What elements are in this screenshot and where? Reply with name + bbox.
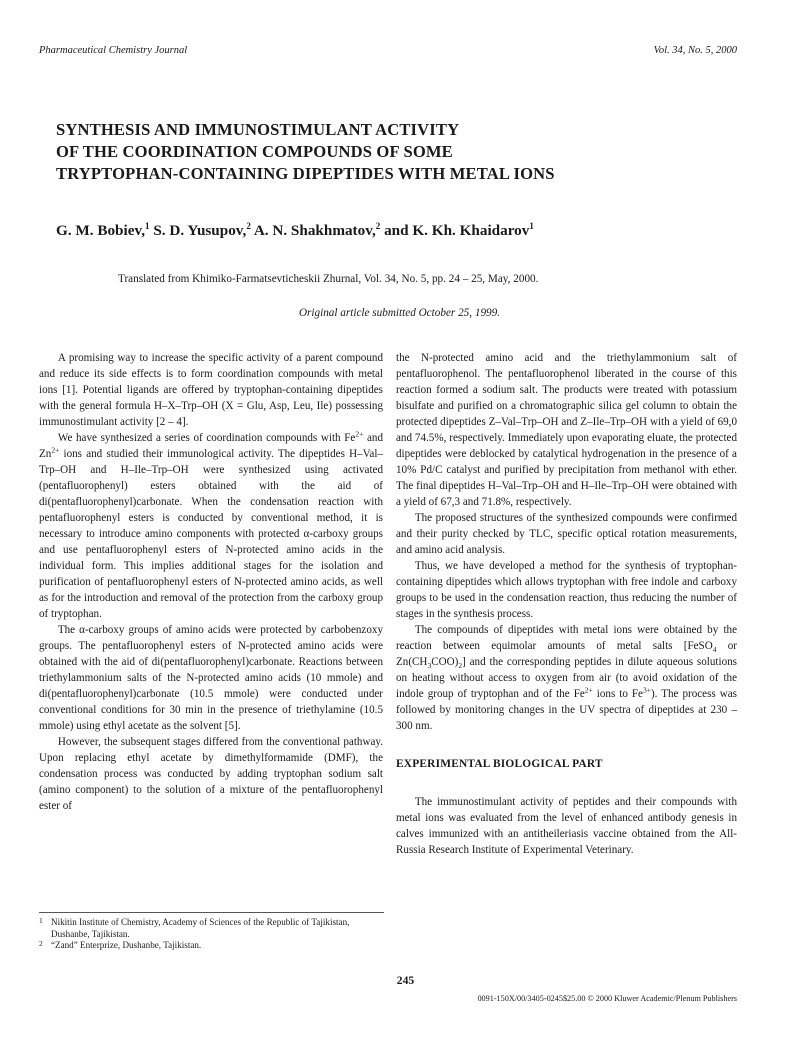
superscript: 2+: [584, 684, 593, 694]
body-paragraph: [396, 623, 737, 735]
subscript: 3: [427, 660, 432, 670]
text-run: or Zn(CH: [396, 639, 737, 668]
author-name: and K. Kh. Khaidarov: [384, 222, 530, 240]
page-number-value: 245: [396, 974, 415, 987]
footnote-divider: [39, 912, 384, 913]
text-run: COO): [431, 655, 459, 668]
footnote: [39, 917, 384, 940]
body-paragraph: A promising way to increase the specific activity of a parent compound and reduce its side effects is to form coordination compounds with metal ions [1]. Potential ligands are offered by tryptophan-containing dipeptides with the general formula H–X–Trp–OH (X = Glu, Asp, Leu, Ile) possessing immunostimulant activity [2 – 4].: [39, 352, 383, 428]
text-run: ). The process was followed by monitoring changes in the UV spectra of dipeptides at 230 – 300 nm.: [396, 687, 737, 732]
superscript: 2+: [355, 429, 364, 439]
copyright-line: 0091-150X/00/3405-0245$25.00 © 2000 Kluwer Academic/Plenum Publishers: [477, 994, 737, 1003]
body-paragraph: the N-protected amino acid and the triethylammonium salt of pentafluorophenol. The pentafluorophenol liberated in the course of this reaction formed a sodium salt. The products were treated with potassium bisulfate and purified on a chromatographic silica gel column to obtain the protected dipeptides Z–Val–Trp–OH and Z–Ile–Trp–OH with a yield of 69,0 and 74.5%, respectively. Immediately upon evaporating eluate, the protected dipeptides were deblocked by catalytical hydrogenation in the presence of a 10% Pd/C catalyst and purified by precipitation from methanol with ether. The final dipeptides H–Val–Trp–OH and H–Ile–Trp–OH were obtained with a yield of 67,3 and 71.8%, respectively.: [396, 352, 737, 508]
text-run: ions to Fe: [592, 687, 643, 700]
footnote: [39, 940, 384, 952]
author-affiliation-mark: 2: [246, 221, 251, 231]
body-paragraph: The α-carboxy groups of amino acids were protected by carbobenzoxy groups. The pentafluorophenyl esters of N-protected amino acids were obtained with the aid of di(pentafluorophenyl)carbonate. Reactions between triethylammonium salts of the N-protected amino acids (10 mmole) and di(pentafluorophenyl)carbonate (10.5 mmole) were conducted under conventional conditions for 30 min in the presence of triethylamine (10.5 mmole) using ethyl acetate as the solvent [5].: [39, 623, 383, 732]
author-affiliation-mark: 1: [529, 221, 534, 231]
title-line: TRYPTOPHAN-CONTAINING DIPEPTIDES WITH METAL IONS: [56, 164, 555, 183]
text-run: ions and studied their immunological activity. The dipeptides H–Val–Trp–OH and H–Ile–Trp–OH were synthesized using activated (pentafluorophenyl) esters obtained with the aid of di(pentafluorophenyl)carbonate. When the condensation reaction with pentafluorophenyl esters is conducted by conventional method, it is necessary to introduce amino components with protected α-carboxy groups and use pentafluorophenyl esters of N-protected amino acids in the individual form. This implies additional stages for the isolation and purification of pentafluorophenyl esters of N-protected amino acids, as well as for the introduction and removal of the protection from the carboxy group of tryptophan.: [39, 447, 383, 620]
title-line: SYNTHESIS AND IMMUNOSTIMULANT ACTIVITY: [56, 120, 460, 139]
author-affiliation-mark: 2: [375, 221, 381, 231]
text-run: and Zn: [39, 431, 383, 460]
author-list: [56, 221, 746, 240]
subscript: 2: [458, 660, 463, 670]
text-run: We have synthesized a series of coordination compounds with Fe: [57, 431, 356, 444]
page-number: [0, 974, 787, 987]
subscript: 4: [712, 644, 717, 654]
footnote-mark: 1: [39, 916, 43, 925]
author-affiliation-mark: 1: [145, 221, 150, 231]
footnote-text: Nikitin Institute of Chemistry, Academy of Sciences of the Republic of Tajikistan, Dushanbe, Tajikistan.: [51, 917, 350, 939]
title-line: OF THE COORDINATION COMPOUNDS OF SOME: [56, 142, 453, 161]
translation-note: Translated from Khimiko-Farmatsevticheskii Zhurnal, Vol. 34, No. 5, pp. 24 – 25, May, 2000.: [118, 273, 539, 285]
author-name: S. D. Yusupov,: [153, 222, 247, 240]
author-name: G. M. Bobiev,: [56, 222, 146, 240]
author-name: A. N. Shakhmatov,: [253, 222, 376, 240]
journal-volume: Vol. 34, No. 5, 2000: [653, 45, 737, 56]
body-paragraph: However, the subsequent stages differed from the conventional pathway. Upon replacing ethyl acetate by dimethylformamide (DMF), the condensation process was conducted by adding tryptophan sodium salt (amino component) to the solution of a mixture of the pentafluorophenyl ester of: [39, 735, 383, 812]
body-paragraph: The proposed structures of the synthesized compounds were confirmed and their purity checked by TLC, specific optical rotation measurements, and amino acid analysis.: [396, 511, 737, 556]
section-heading: EXPERIMENTAL BIOLOGICAL PART: [396, 757, 603, 770]
footnotes: [39, 917, 384, 952]
body-paragraph: [39, 431, 383, 623]
text-run: ] and the corresponding peptides in dilute aqueous solutions on heating without access to oxygen from air (to avoid oxidation of the indole group of tryptophan and of the Fe: [396, 655, 737, 700]
body-paragraph: The immunostimulant activity of peptides and their compounds with metal ions was evaluated from the level of enhanced antibody genesis in calves immunized with an antitheileriasis vaccine obtained from the All-Russia Research Institute of Experimental Veterinary.: [396, 795, 737, 856]
submission-note: [0, 307, 787, 319]
footnote-mark: 2: [39, 939, 43, 949]
footnote-text: “Zand” Enterprize, Dushanbe, Tajikistan.: [51, 940, 202, 951]
left-column: [39, 351, 383, 815]
superscript: 3+: [642, 684, 651, 694]
right-column: [396, 351, 737, 859]
text-run: The compounds of dipeptides with metal ions were obtained by the reaction between equimolar amounts of metal salts [FeSO: [396, 623, 737, 652]
journal-name: Pharmaceutical Chemistry Journal: [39, 45, 188, 56]
body-paragraph: Thus, we have developed a method for the synthesis of tryptophan-containing dipeptides which allows tryptophan with free indole and carboxy groups to be used in the condensation reaction, thus reducing the number of stages in the synthesis process.: [396, 559, 737, 620]
article-title: [56, 119, 736, 185]
submission-date: Original article submitted October 25, 1999.: [298, 307, 501, 319]
superscript: 2+: [51, 445, 60, 455]
